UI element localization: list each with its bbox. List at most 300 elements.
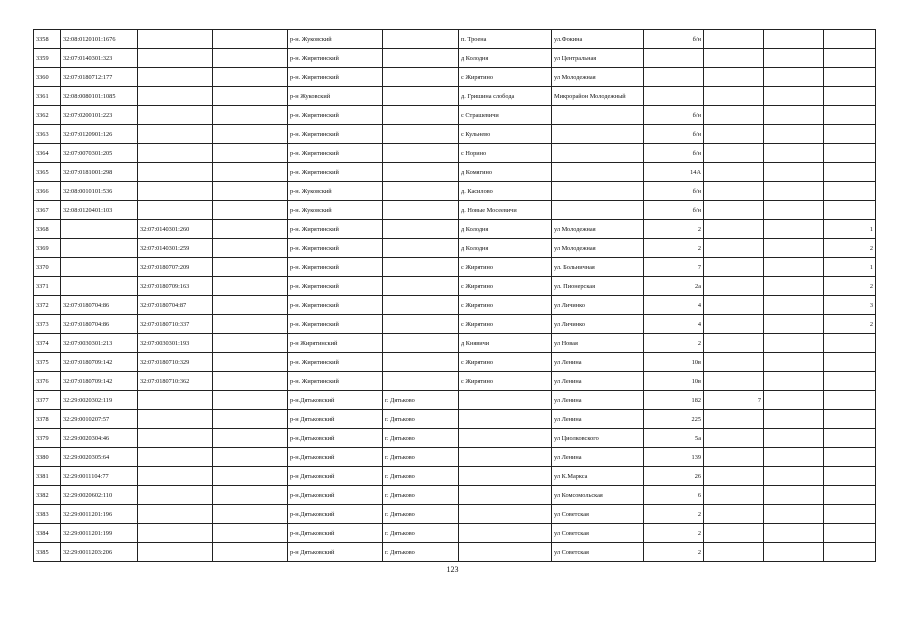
- table-cell: [383, 315, 459, 334]
- table-cell: [213, 277, 288, 296]
- table-cell: б/н: [644, 201, 704, 220]
- table-cell: [764, 201, 824, 220]
- table-cell: ул. Пионерская: [552, 277, 644, 296]
- table-cell: [459, 429, 552, 448]
- table-cell: 32:29:0011201:196: [61, 505, 138, 524]
- table-cell: [824, 486, 876, 505]
- table-cell: 3382: [34, 486, 61, 505]
- table-cell: [704, 30, 764, 49]
- table-cell: 32:29:0020305:64: [61, 448, 138, 467]
- table-cell: 32:07:0030301:213: [61, 334, 138, 353]
- table-cell: [704, 505, 764, 524]
- table-cell: 3379: [34, 429, 61, 448]
- table-cell: б/н: [644, 182, 704, 201]
- table-cell: [764, 334, 824, 353]
- table-cell: 32:07:0180710:337: [138, 315, 213, 334]
- table-cell: [704, 163, 764, 182]
- table-cell: г. Дятьково: [383, 543, 459, 562]
- table-cell: [764, 315, 824, 334]
- table-row: [34, 144, 876, 163]
- table-cell: р-н.Дятьковский: [288, 486, 383, 505]
- table-cell: [138, 68, 213, 87]
- table-cell: 14А: [644, 163, 704, 182]
- table-cell: [213, 315, 288, 334]
- table-cell: [213, 524, 288, 543]
- table-cell: 3377: [34, 391, 61, 410]
- table-cell: [704, 467, 764, 486]
- table-body: [34, 30, 876, 562]
- table-cell: [138, 106, 213, 125]
- table-cell: [459, 486, 552, 505]
- table-cell: 5а: [644, 429, 704, 448]
- table-cell: 3383: [34, 505, 61, 524]
- table-cell: 2: [824, 239, 876, 258]
- table-cell: [138, 410, 213, 429]
- table-cell: 32:07:0200101:223: [61, 106, 138, 125]
- table-cell: [824, 467, 876, 486]
- table-cell: р-н. Жирятинский: [288, 239, 383, 258]
- table-cell: [138, 87, 213, 106]
- table-cell: с Жирятино: [459, 353, 552, 372]
- table-cell: [459, 410, 552, 429]
- table-cell: 32:29:0020302:119: [61, 391, 138, 410]
- table-cell: [764, 144, 824, 163]
- table-cell: [213, 429, 288, 448]
- table-cell: [764, 30, 824, 49]
- table-cell: с Страшевичи: [459, 106, 552, 125]
- table-cell: [213, 87, 288, 106]
- table-cell: р-н. Жирятинский: [288, 144, 383, 163]
- table-cell: 7: [704, 391, 764, 410]
- table-cell: [704, 220, 764, 239]
- table-cell: р-н. Жуковский: [288, 201, 383, 220]
- table-cell: ул Новая: [552, 334, 644, 353]
- table-cell: д Княвичи: [459, 334, 552, 353]
- table-cell: [213, 201, 288, 220]
- table-cell: [552, 163, 644, 182]
- table-row: [34, 391, 876, 410]
- table-cell: р-н. Жирятинский: [288, 258, 383, 277]
- table-cell: [704, 334, 764, 353]
- table-cell: [459, 543, 552, 562]
- table-cell: 32:08:0120101:1676: [61, 30, 138, 49]
- table-cell: [383, 144, 459, 163]
- table-cell: 32:07:0180704:86: [61, 296, 138, 315]
- table-row: [34, 296, 876, 315]
- table-cell: р-н. Жуковский: [288, 30, 383, 49]
- table-cell: 32:07:0180709:163: [138, 277, 213, 296]
- table-cell: р-н Дятьковский: [288, 410, 383, 429]
- table-cell: р-н. Жирятинский: [288, 315, 383, 334]
- table-cell: 32:07:0181001:298: [61, 163, 138, 182]
- table-cell: [138, 467, 213, 486]
- table-cell: [824, 543, 876, 562]
- table-cell: р-н. Жирятинский: [288, 163, 383, 182]
- table-cell: д Колодня: [459, 239, 552, 258]
- table-cell: 3369: [34, 239, 61, 258]
- table-cell: 32:08:0120401:103: [61, 201, 138, 220]
- table-cell: ул Советская: [552, 543, 644, 562]
- table-cell: 32:07:0070301:205: [61, 144, 138, 163]
- table-cell: [704, 239, 764, 258]
- table-cell: [552, 201, 644, 220]
- table-row: [34, 467, 876, 486]
- table-cell: 3364: [34, 144, 61, 163]
- table-cell: [383, 30, 459, 49]
- table-cell: [383, 125, 459, 144]
- table-cell: [704, 87, 764, 106]
- table-cell: [138, 543, 213, 562]
- table-cell: 3380: [34, 448, 61, 467]
- table-cell: р-н Жирятинский: [288, 334, 383, 353]
- table-cell: 32:07:0180704:86: [61, 315, 138, 334]
- table-cell: [383, 49, 459, 68]
- table-cell: с Жирятино: [459, 68, 552, 87]
- table-cell: [213, 391, 288, 410]
- table-cell: с Жирятино: [459, 277, 552, 296]
- table-cell: 2: [824, 315, 876, 334]
- table-cell: 6: [644, 486, 704, 505]
- table-cell: 3372: [34, 296, 61, 315]
- table-cell: [459, 448, 552, 467]
- table-cell: [138, 144, 213, 163]
- table-cell: 182: [644, 391, 704, 410]
- table-cell: 32:29:0020304:46: [61, 429, 138, 448]
- table-cell: [764, 391, 824, 410]
- table-cell: [383, 87, 459, 106]
- table-cell: с Жирятино: [459, 258, 552, 277]
- table-row: [34, 30, 876, 49]
- table-cell: [824, 391, 876, 410]
- table-cell: 32:29:0011203:206: [61, 543, 138, 562]
- table-cell: [824, 334, 876, 353]
- table-cell: [704, 125, 764, 144]
- table-cell: [824, 49, 876, 68]
- table-cell: 3370: [34, 258, 61, 277]
- table-cell: [704, 524, 764, 543]
- table-cell: [644, 49, 704, 68]
- table-cell: р-н. Жирятинский: [288, 277, 383, 296]
- table-cell: 32:07:0180707:209: [138, 258, 213, 277]
- table-cell: 2: [644, 239, 704, 258]
- table-cell: 3365: [34, 163, 61, 182]
- table-cell: ул К.Маркса: [552, 467, 644, 486]
- table-cell: [824, 372, 876, 391]
- table-cell: [704, 448, 764, 467]
- table-cell: [383, 372, 459, 391]
- table-row: [34, 106, 876, 125]
- table-cell: р-н. Жирятинский: [288, 106, 383, 125]
- table-cell: [824, 87, 876, 106]
- table-cell: р-н. Жирятинский: [288, 353, 383, 372]
- table-cell: 3368: [34, 220, 61, 239]
- table-cell: р-н.Дятьковский: [288, 448, 383, 467]
- table-cell: 2: [644, 334, 704, 353]
- table-cell: [138, 391, 213, 410]
- table-row: [34, 429, 876, 448]
- table-cell: 32:07:0140301:323: [61, 49, 138, 68]
- table-cell: ул Ленина: [552, 391, 644, 410]
- table-cell: р-н. Жуковский: [288, 182, 383, 201]
- table-cell: [704, 49, 764, 68]
- table-cell: 32:07:0140301:259: [138, 239, 213, 258]
- table-cell: б/н: [644, 106, 704, 125]
- table-row: [34, 125, 876, 144]
- table-cell: б/н: [644, 144, 704, 163]
- table-cell: [704, 106, 764, 125]
- table-cell: 26: [644, 467, 704, 486]
- table-cell: [383, 106, 459, 125]
- table-cell: с Норино: [459, 144, 552, 163]
- table-row: [34, 524, 876, 543]
- table-cell: [704, 68, 764, 87]
- table-cell: 139: [644, 448, 704, 467]
- table-cell: д Комягино: [459, 163, 552, 182]
- table-row: [34, 220, 876, 239]
- table-cell: [764, 467, 824, 486]
- table-cell: [704, 277, 764, 296]
- table-cell: [764, 68, 824, 87]
- table-cell: р-н. Жирятинский: [288, 220, 383, 239]
- table-row: [34, 201, 876, 220]
- table-cell: [213, 258, 288, 277]
- table-cell: 3367: [34, 201, 61, 220]
- table-cell: р-н.Дятьковский: [288, 391, 383, 410]
- table-row: [34, 182, 876, 201]
- table-cell: [552, 125, 644, 144]
- table-cell: [383, 68, 459, 87]
- table-cell: [764, 106, 824, 125]
- table-cell: [138, 429, 213, 448]
- table-cell: [213, 353, 288, 372]
- table-cell: г. Дятьково: [383, 524, 459, 543]
- table-cell: г. Дятьково: [383, 448, 459, 467]
- table-cell: [213, 49, 288, 68]
- table-cell: [824, 429, 876, 448]
- table-cell: [213, 220, 288, 239]
- table-cell: ул. Больничная: [552, 258, 644, 277]
- table-cell: [704, 410, 764, 429]
- table-row: [34, 543, 876, 562]
- table-cell: [61, 239, 138, 258]
- table-cell: [383, 163, 459, 182]
- table-cell: [138, 201, 213, 220]
- table-cell: [213, 30, 288, 49]
- table-cell: р-н Дятьковский: [288, 467, 383, 486]
- table-cell: [704, 201, 764, 220]
- table-cell: [824, 30, 876, 49]
- table-cell: 32:29:0011104:77: [61, 467, 138, 486]
- table-cell: р-н.Дятьковский: [288, 429, 383, 448]
- table-row: [34, 372, 876, 391]
- table-row: [34, 68, 876, 87]
- table-cell: ул Молодежная: [552, 68, 644, 87]
- table-cell: г. Дятьково: [383, 486, 459, 505]
- table-cell: 32:07:0030301:193: [138, 334, 213, 353]
- table-cell: [704, 353, 764, 372]
- table-cell: 4: [644, 315, 704, 334]
- table-cell: с Жирятино: [459, 296, 552, 315]
- table-cell: ул.Фокина: [552, 30, 644, 49]
- table-cell: Микрорайон Молодежный: [552, 87, 644, 106]
- table-cell: [138, 448, 213, 467]
- table-cell: [138, 30, 213, 49]
- table-cell: [764, 277, 824, 296]
- table-cell: 32:29:0011201:199: [61, 524, 138, 543]
- table-cell: р-н Дятьковский: [288, 543, 383, 562]
- table-cell: [824, 68, 876, 87]
- table-cell: [61, 258, 138, 277]
- table-cell: 3363: [34, 125, 61, 144]
- table-cell: б/н: [644, 125, 704, 144]
- table-cell: [213, 182, 288, 201]
- table-cell: [764, 353, 824, 372]
- table-cell: [552, 182, 644, 201]
- table-cell: [764, 49, 824, 68]
- table-cell: [552, 144, 644, 163]
- table-cell: г. Дятьково: [383, 410, 459, 429]
- table-cell: с Кульнево: [459, 125, 552, 144]
- table-cell: р-н. Жирятинский: [288, 125, 383, 144]
- table-cell: [704, 543, 764, 562]
- table-cell: [138, 125, 213, 144]
- table-cell: 3358: [34, 30, 61, 49]
- table-cell: [764, 125, 824, 144]
- table-cell: [383, 296, 459, 315]
- table-cell: [138, 182, 213, 201]
- table-cell: д. Гришина слобода: [459, 87, 552, 106]
- table-cell: 32:07:0180709:142: [61, 372, 138, 391]
- table-cell: 32:07:0140301:260: [138, 220, 213, 239]
- table-cell: [213, 106, 288, 125]
- table-cell: [213, 68, 288, 87]
- table-cell: 3378: [34, 410, 61, 429]
- table-cell: ул Личинко: [552, 296, 644, 315]
- table-cell: 32:08:0010101:536: [61, 182, 138, 201]
- table-cell: [704, 144, 764, 163]
- table-cell: [764, 486, 824, 505]
- table-cell: 32:07:0120901:126: [61, 125, 138, 144]
- table-cell: [824, 182, 876, 201]
- table-cell: д Колодня: [459, 49, 552, 68]
- table-cell: 32:07:0180710:362: [138, 372, 213, 391]
- table-cell: [704, 182, 764, 201]
- table-cell: [383, 201, 459, 220]
- table-cell: [764, 543, 824, 562]
- table-cell: [213, 125, 288, 144]
- table-cell: г. Дятьково: [383, 391, 459, 410]
- table-cell: ул Центральная: [552, 49, 644, 68]
- table-cell: 2: [644, 524, 704, 543]
- table-cell: 1: [824, 258, 876, 277]
- table-cell: [459, 391, 552, 410]
- table-cell: г. Дятьково: [383, 467, 459, 486]
- table-cell: 225: [644, 410, 704, 429]
- table-row: [34, 315, 876, 334]
- table-cell: 3373: [34, 315, 61, 334]
- table-cell: 3381: [34, 467, 61, 486]
- table-cell: р-н. Жирятинский: [288, 372, 383, 391]
- table-cell: 3360: [34, 68, 61, 87]
- table-cell: 2: [644, 220, 704, 239]
- table-cell: [704, 258, 764, 277]
- table-cell: ул Ленина: [552, 448, 644, 467]
- table-cell: [383, 258, 459, 277]
- table-cell: [824, 163, 876, 182]
- table-cell: [764, 239, 824, 258]
- table-cell: 3371: [34, 277, 61, 296]
- table-row: [34, 258, 876, 277]
- table-cell: 2а: [644, 277, 704, 296]
- table-cell: ул Комсомольская: [552, 486, 644, 505]
- table-cell: 32:08:0080101:1085: [61, 87, 138, 106]
- table-cell: р-н Жуковский: [288, 87, 383, 106]
- table-row: [34, 505, 876, 524]
- table-row: [34, 239, 876, 258]
- table-cell: [459, 505, 552, 524]
- table-cell: 3359: [34, 49, 61, 68]
- table-cell: ул Молодежная: [552, 239, 644, 258]
- table-cell: [704, 429, 764, 448]
- table-cell: 1: [824, 220, 876, 239]
- table-cell: [644, 68, 704, 87]
- table-cell: [138, 49, 213, 68]
- table-cell: 3376: [34, 372, 61, 391]
- table-cell: [213, 486, 288, 505]
- table-cell: р-н. Жирятинский: [288, 49, 383, 68]
- table-cell: [764, 410, 824, 429]
- table-cell: [764, 182, 824, 201]
- table-cell: [138, 486, 213, 505]
- table-cell: [213, 334, 288, 353]
- table-cell: [213, 239, 288, 258]
- table-row: [34, 353, 876, 372]
- table-cell: 32:29:0020602:110: [61, 486, 138, 505]
- table-cell: [704, 486, 764, 505]
- table-cell: р-н.Дятьковский: [288, 505, 383, 524]
- table-cell: р-н. Жирятинский: [288, 68, 383, 87]
- table-cell: [824, 448, 876, 467]
- table-row: [34, 277, 876, 296]
- table-cell: 4: [644, 296, 704, 315]
- table-cell: [764, 524, 824, 543]
- table-cell: ул Молодежная: [552, 220, 644, 239]
- table-cell: [383, 334, 459, 353]
- table-cell: [61, 277, 138, 296]
- table-cell: [824, 144, 876, 163]
- table-cell: 3375: [34, 353, 61, 372]
- table-cell: [824, 106, 876, 125]
- table-cell: [764, 429, 824, 448]
- table-cell: г. Дятьково: [383, 429, 459, 448]
- table-cell: [552, 106, 644, 125]
- table-cell: 10в: [644, 372, 704, 391]
- table-cell: 3384: [34, 524, 61, 543]
- table-cell: [764, 220, 824, 239]
- table-row: [34, 410, 876, 429]
- table-row: [34, 87, 876, 106]
- table-cell: ул Личинко: [552, 315, 644, 334]
- table-cell: 7: [644, 258, 704, 277]
- table-cell: ул Ленина: [552, 372, 644, 391]
- table-cell: с Жирятино: [459, 372, 552, 391]
- table-cell: 32:07:0180704:87: [138, 296, 213, 315]
- table-cell: [61, 220, 138, 239]
- table-cell: [213, 467, 288, 486]
- table-cell: д. Касилово: [459, 182, 552, 201]
- table-cell: [459, 467, 552, 486]
- table-cell: [383, 220, 459, 239]
